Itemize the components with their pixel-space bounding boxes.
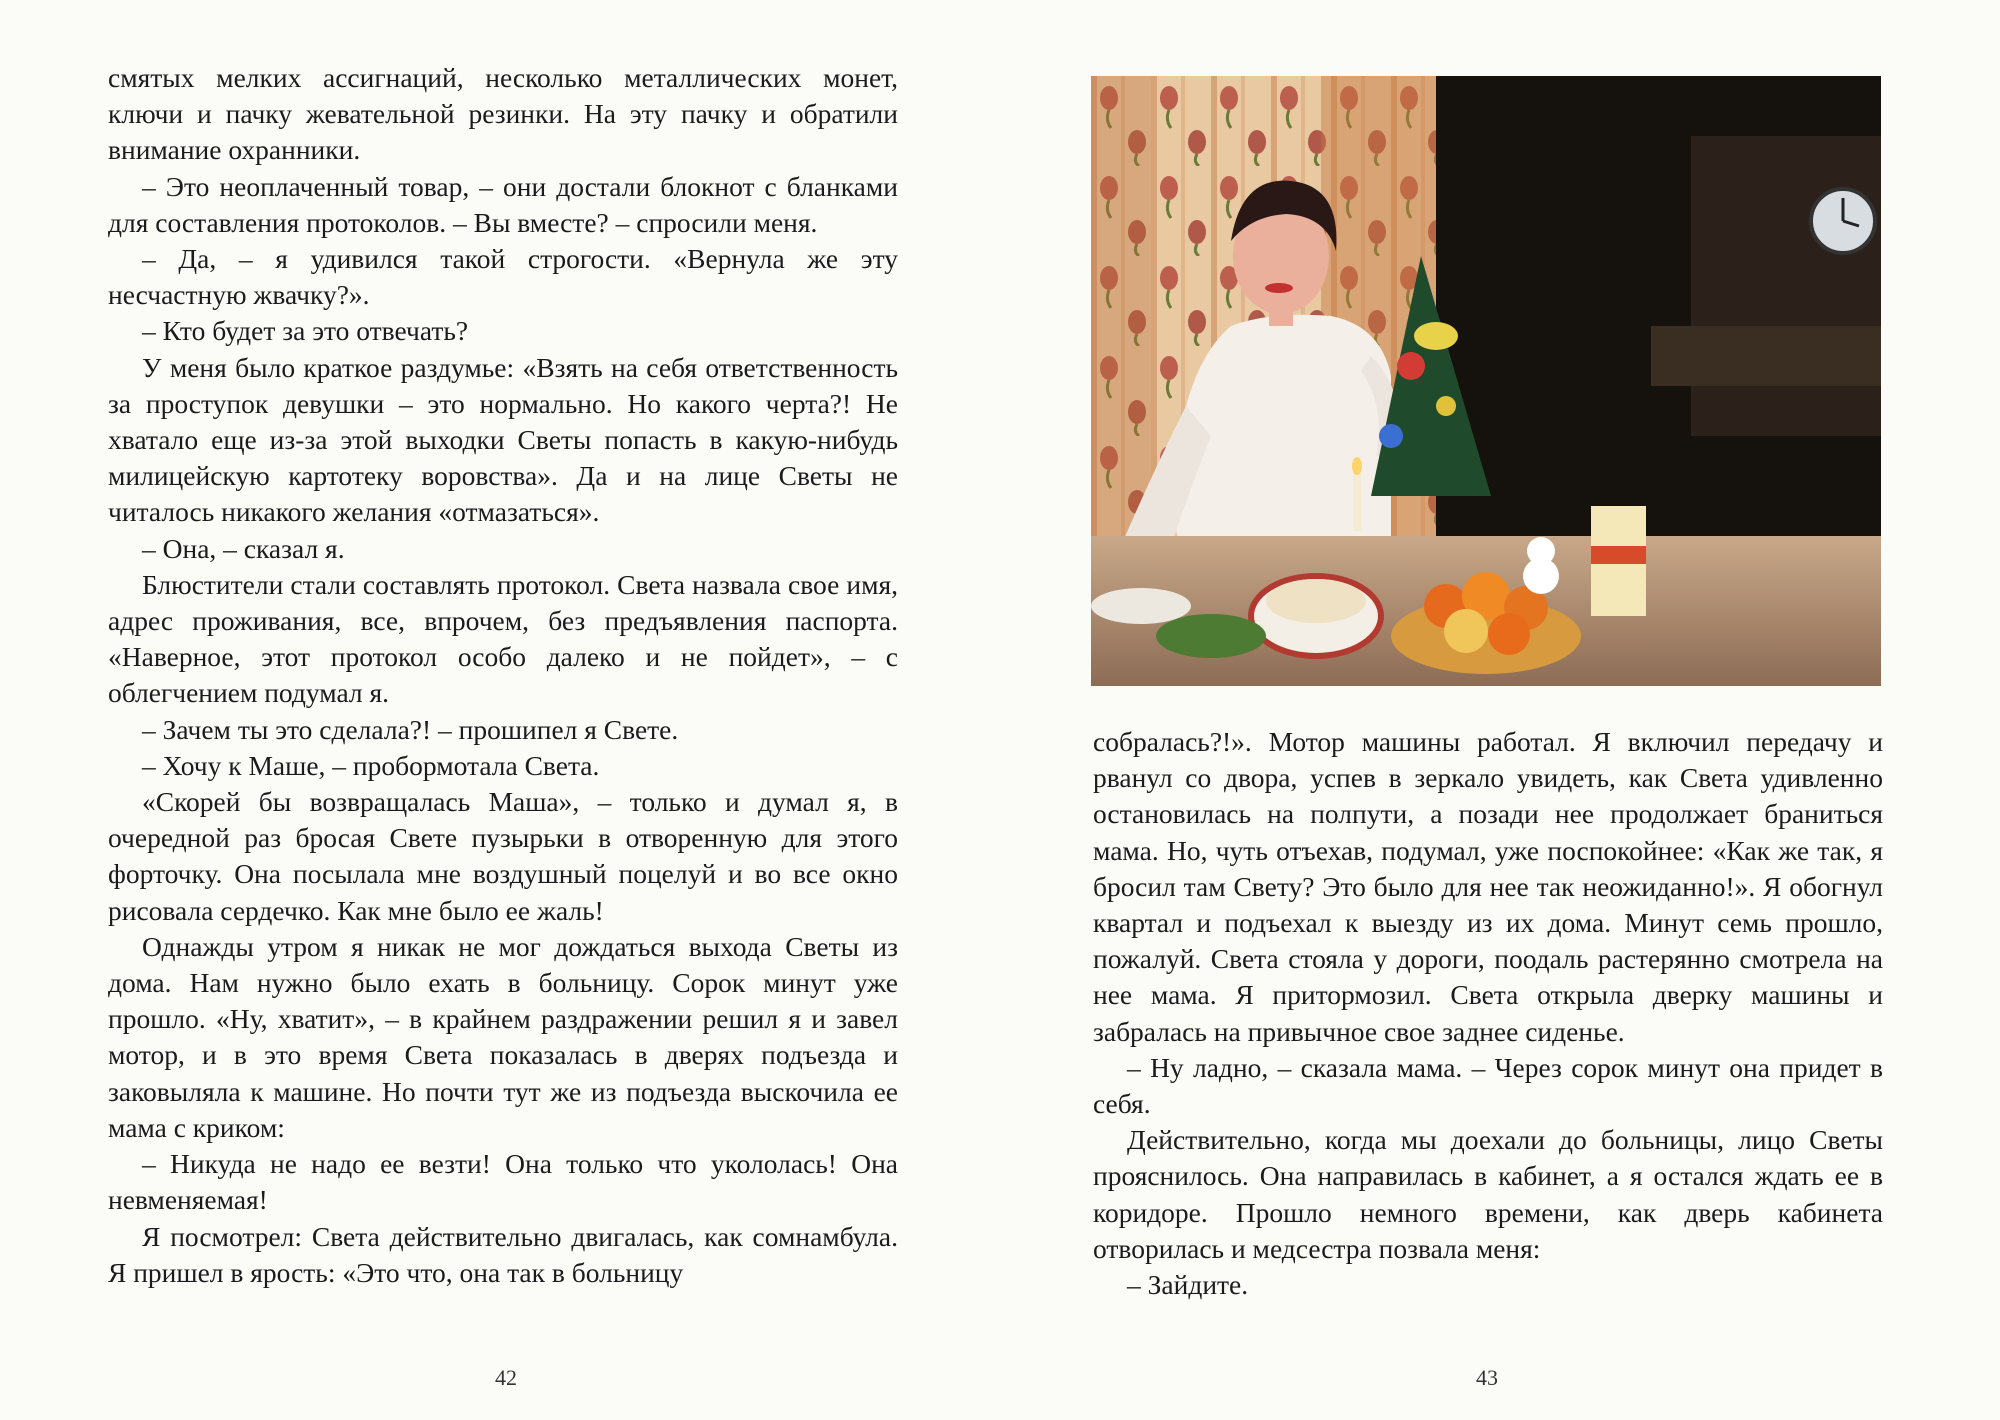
right-page [1000, 0, 2000, 1420]
paragraph: «Скорей бы возвращалась Маша», – только и думал я, в очередной раз бросая Свете пузырьки в отворенную для этого форточку. Она посылала мне воздушный поцелуй и во все окно рисовала сердечко. Как мне было ее жаль! [108, 786, 898, 926]
left-page-text [108, 60, 898, 1291]
paragraph: Однажды утром я никак не мог дождаться выхода Светы из дома. Нам нужно было ехать в больницу. Сорок минут уже прошло. «Ну, хватит», – в крайнем раздражении решил я и завел мотор, и в это время Света показалась в дверях подъезда и заковыляла к машине. Но почти тут же из подъезда выскочила ее мама с криком: [108, 930, 898, 1143]
page-number: 42 [495, 1365, 517, 1390]
paragraph: собралась?!». Мотор машины работал. Я включил передачу и рванул со двора, успев в зеркало увидеть, как Света удивленно остановилась на полпути, а позади нее продолжает браниться мама. Но, чуть отъехав, подумал, уже поспокойнее: «Как же так, я бросил там Свету? Это было для нее так неожиданно!». Я обогнул квартал и подъехал к выезду из их дома. Минут семь прошло, пожалуй. Света стояла у дороги, поодаль растерянно смотрела на нее мама. Я притормозил. Света открыла дверку машины и забралась на привычное свое заднее сиденье. [1093, 726, 1883, 1047]
paragraph: – Хочу к Маше, – пробормотала Света. [142, 749, 600, 781]
paragraph: – Она, – сказал я. [142, 532, 345, 564]
paragraph: – Это неоплаченный товар, – они достали блокнот с бланками для составления протоколов. – Вы вместе? – спросили меня. [108, 170, 898, 238]
paragraph: – Никуда не надо ее везти! Она только что укололась! Она невменяемая! [108, 1148, 898, 1216]
paragraph: Блюстители стали составлять протокол. Света назвала свое имя, адрес проживания, все, впрочем, без предъявления паспорта. «Наверное, этот протокол особо далеко и не пойдет», – с облегчением подумал я. [108, 568, 898, 709]
paragraph: Действительно, когда мы доехали до больницы, лицо Светы прояснилось. Она направилась в кабинет, а я остался ждать ее в коридоре. Прошло немного времени, как дверь кабинета отворилась и медсестра позвала меня: [1093, 1124, 1883, 1264]
paragraph: – Да, – я удивился такой строгости. «Вернула же эту несчастную жвачку?». [108, 243, 898, 311]
paragraph: Я посмотрел: Света действительно двигалась, как сомнамбула. Я пришел в ярость: «Это что, она так в больницу [108, 1220, 898, 1288]
paragraph: У меня было краткое раздумье: «Взять на себя ответственность за проступок девушки – это нормально. Но какого черта?! Не хватало еще из-за этой выходки Светы попасть в какую-нибудь милицейскую картотеку воровства». Да и на лице Светы не читалось никакого желания «отмазаться». [108, 351, 898, 528]
paragraph: – Ну ладно, – сказала мама. – Через сорок минут она придет в себя. [1093, 1051, 1883, 1120]
paragraph: – Зачем ты это сделала?! – прошипел я Свете. [142, 713, 679, 745]
paragraph: – Зайдите. [1127, 1269, 1249, 1301]
paragraph: смятых мелких ассигнаций, несколько металлических монет, ключи и пачку жевательной резинки. На эту пачку и обратили внимание охранники. [108, 62, 898, 166]
page-number: 43 [1476, 1365, 1498, 1390]
paragraph: – Кто будет за это отвечать? [142, 315, 469, 347]
right-page-text [1093, 724, 1883, 1303]
photo-woman-at-festive-table [1091, 76, 1881, 686]
